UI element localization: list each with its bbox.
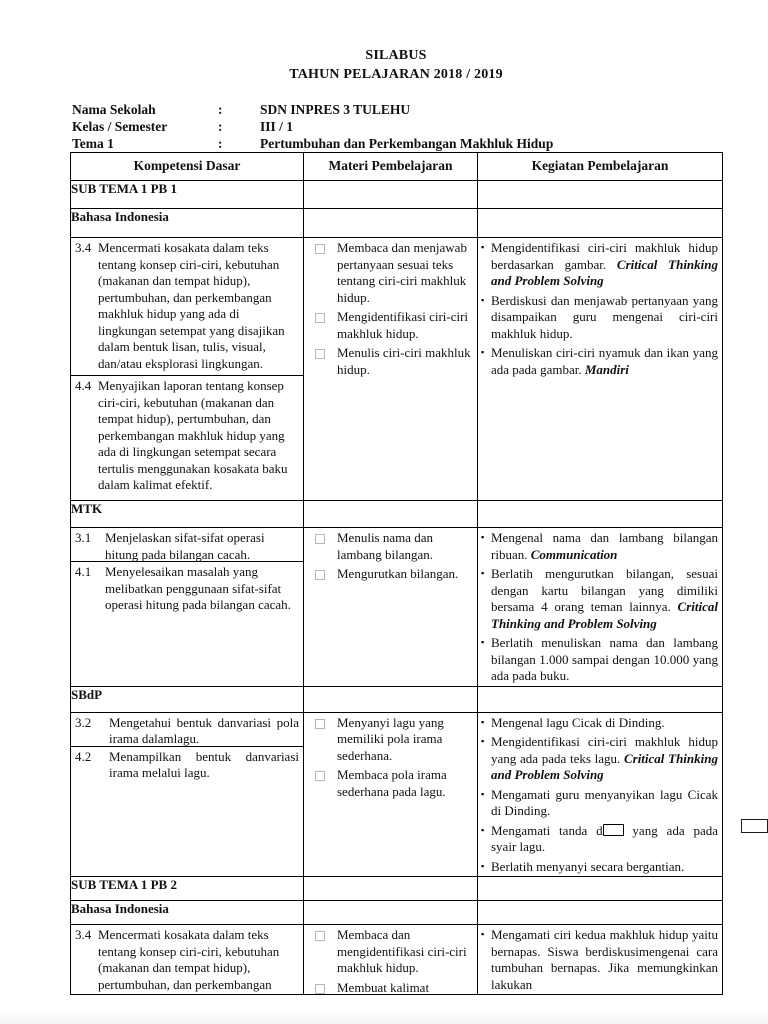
materi-text: Menyanyi lagu yang memiliki pola irama sederhana. bbox=[337, 714, 444, 763]
kd-number: 3.2 bbox=[75, 714, 92, 730]
section-label-cell bbox=[71, 877, 304, 901]
emphasis-text: Critical Thinking and Problem Solving bbox=[491, 256, 718, 288]
kompetensi-dasar-cell bbox=[71, 712, 304, 877]
kegiatan-pembelajaran-cell bbox=[478, 925, 723, 995]
kd-item bbox=[71, 562, 303, 617]
kegiatan-text: Berlatih mengurutkan bilangan, sesuai dengan kartu bilangan yang dimiliki bersama 4 orang teman lainnya. bbox=[491, 566, 718, 614]
kegiatan-list bbox=[478, 713, 722, 877]
filled-square-bullet-icon: ▪ bbox=[481, 532, 485, 542]
square-bullet-icon bbox=[315, 771, 325, 781]
materi-item bbox=[304, 978, 477, 995]
empty-cell bbox=[304, 901, 478, 925]
meta-value: Pertumbuhan dan Perkembangan Makhluk Hidup bbox=[260, 136, 554, 152]
kegiatan-pembelajaran-cell bbox=[478, 528, 723, 687]
kegiatan-text: Mengidentifikasi ciri-ciri makhluk hidup yang ada pada teks lagu. bbox=[491, 734, 718, 766]
section-label-text: SUB TEMA 1 PB 1 bbox=[71, 181, 177, 196]
kegiatan-text: Berlatih menuliskan nama dan lambang bilangan 1.000 sampai dengan 10.000 yang ada pada buku. bbox=[491, 635, 718, 683]
empty-cell bbox=[478, 877, 723, 901]
kegiatan-text: Mengenal lagu Cicak di Dinding. bbox=[491, 714, 665, 730]
kompetensi-dasar-cell bbox=[71, 528, 304, 687]
materi-text: Menulis nama dan lambang bilangan. bbox=[337, 530, 434, 562]
empty-cell bbox=[304, 181, 478, 209]
section-label-cell bbox=[71, 901, 304, 925]
materi-list bbox=[304, 528, 477, 584]
square-bullet-icon bbox=[315, 719, 325, 729]
kegiatan-text: Mengidentifikasi ciri-ciri makhluk hidup berdasarkan gambar. bbox=[491, 240, 718, 272]
meta-value: SDN INPRES 3 TULEHU bbox=[260, 102, 411, 117]
kd-number: 3.1 bbox=[75, 530, 92, 545]
kd-number: 3.4 bbox=[75, 927, 92, 942]
meta-label: Nama Sekolah bbox=[72, 102, 156, 117]
margin-rectangle-shape bbox=[741, 819, 768, 833]
section-label-cell bbox=[71, 209, 304, 238]
empty-cell bbox=[304, 877, 478, 901]
square-bullet-icon bbox=[315, 931, 325, 941]
materi-pembelajaran-cell bbox=[304, 712, 478, 877]
section-label-text: MTK bbox=[71, 501, 103, 516]
materi-pembelajaran-cell bbox=[304, 528, 478, 687]
document-meta bbox=[72, 101, 553, 153]
materi-text: Membuat kalimat bbox=[337, 979, 430, 994]
materi-item bbox=[304, 307, 477, 343]
title-line-1: SILABUS bbox=[365, 48, 427, 63]
square-bullet-icon bbox=[315, 534, 325, 544]
materi-item bbox=[304, 343, 477, 379]
empty-cell bbox=[478, 901, 723, 925]
kd-text: Mencermati kosakata dalam teks tentang konsep ciri-ciri, kebutuhan (makanan dan tempat hidup), pertumbuhan, dan perkembangan bbox=[98, 927, 280, 992]
materi-item bbox=[304, 238, 477, 307]
column-header-materi-pembelajaran: Materi Pembelajaran bbox=[304, 153, 478, 181]
column-header-kegiatan-pembelajaran: Kegiatan Pembelajaran bbox=[478, 153, 723, 181]
meta-value: III / 1 bbox=[260, 119, 294, 135]
filled-square-bullet-icon: ▪ bbox=[481, 736, 485, 746]
filled-square-bullet-icon: ▪ bbox=[481, 637, 485, 647]
kegiatan-item bbox=[478, 343, 722, 379]
section-label-text: Bahasa Indonesia bbox=[71, 901, 169, 916]
meta-label: Tema 1 bbox=[72, 136, 114, 152]
kd-number: 3.4 bbox=[75, 240, 92, 255]
materi-text: Membaca dan menjawab pertanyaan sesuai teks tentang ciri-ciri makhluk hidup. bbox=[337, 240, 467, 305]
kegiatan-item bbox=[478, 821, 722, 857]
section-label-row bbox=[71, 877, 723, 901]
section-content-row bbox=[71, 712, 723, 877]
section-content-row bbox=[71, 925, 723, 995]
kegiatan-item bbox=[478, 732, 722, 785]
meta-colon: : bbox=[218, 136, 223, 152]
materi-text: Membaca pola irama sederhana pada lagu. bbox=[337, 767, 447, 799]
kd-wrap bbox=[71, 238, 303, 497]
square-bullet-icon bbox=[315, 313, 325, 323]
filled-square-bullet-icon: ▪ bbox=[481, 716, 485, 727]
square-bullet-icon bbox=[315, 244, 325, 254]
section-label-text: SBdP bbox=[71, 686, 103, 702]
kompetensi-dasar-cell bbox=[71, 925, 304, 995]
kd-wrap bbox=[71, 528, 303, 617]
meta-row-tema bbox=[72, 135, 553, 152]
kompetensi-dasar-cell bbox=[71, 238, 304, 501]
kd-number: 4.1 bbox=[75, 564, 92, 579]
emphasis-text: Communication bbox=[530, 546, 618, 562]
materi-item bbox=[304, 713, 477, 766]
section-label-cell bbox=[71, 181, 304, 209]
materi-text: Menulis ciri-ciri makhluk hidup. bbox=[337, 345, 471, 377]
kd-item bbox=[71, 747, 303, 785]
kegiatan-item bbox=[478, 785, 722, 821]
materi-pembelajaran-cell bbox=[304, 925, 478, 995]
section-label-text: Bahasa Indonesia bbox=[71, 209, 169, 224]
empty-cell bbox=[478, 181, 723, 209]
empty-cell bbox=[304, 209, 478, 238]
meta-colon: : bbox=[218, 102, 223, 117]
kegiatan-text: Mengamati ciri kedua makhluk hidup yaitu bernapas. Siswa berdiskusimengenai cara tumbuhan bernapas. Jika memungkinkan lakukan bbox=[491, 927, 718, 992]
kd-number: 4.2 bbox=[75, 748, 92, 764]
kegiatan-item bbox=[478, 564, 722, 633]
kd-item bbox=[71, 925, 303, 994]
kd-text: Menyelesaikan masalah yang melibatkan penggunaan sifat-sifat operasi hitung pada bilangan cacah. bbox=[105, 564, 291, 612]
section-label-row bbox=[71, 686, 723, 712]
kd-wrap bbox=[71, 925, 303, 994]
materi-item bbox=[304, 765, 477, 801]
materi-list bbox=[304, 925, 477, 994]
meta-colon: : bbox=[218, 119, 223, 135]
rectangle-outline-symbol-icon bbox=[603, 824, 624, 836]
emphasis-text: Critical Thinking and Problem Solving bbox=[491, 750, 718, 782]
kegiatan-pembelajaran-cell bbox=[478, 712, 723, 877]
kegiatan-item bbox=[478, 238, 722, 291]
filled-square-bullet-icon: ▪ bbox=[481, 347, 485, 357]
empty-cell bbox=[478, 209, 723, 238]
kegiatan-text: Mengamati tanda d bbox=[491, 822, 603, 838]
empty-cell bbox=[304, 501, 478, 528]
section-content-row bbox=[71, 528, 723, 687]
kegiatan-text: Berdiskusi dan menjawab pertanyaan yang disampaikan guru mengenai ciri-ciri makhluk hidup. bbox=[491, 292, 718, 341]
section-content-row bbox=[71, 238, 723, 501]
square-bullet-icon bbox=[315, 984, 325, 994]
title-line-2: TAHUN PELAJARAN 2018 / 2019 bbox=[289, 67, 503, 82]
materi-list bbox=[304, 713, 477, 802]
kd-item bbox=[71, 713, 303, 747]
materi-item bbox=[304, 925, 477, 978]
filled-square-bullet-icon: ▪ bbox=[481, 788, 485, 799]
kd-text: Menyajikan laporan tentang konsep ciri-ciri, kebutuhan (makanan dan tempat hidup), pertumbuhan, dan perkembangan makhluk hidup yang ada di lingkungan setempat secara tertulis menggunakan kosakata baku dalam kalimat efektif. bbox=[98, 378, 288, 492]
kd-wrap bbox=[71, 713, 303, 785]
square-bullet-icon bbox=[315, 570, 325, 580]
kegiatan-item bbox=[478, 291, 722, 344]
section-label-row bbox=[71, 901, 723, 925]
kd-text: Mengetahui bentuk danvariasi pola irama dalamlagu. bbox=[109, 714, 299, 746]
filled-square-bullet-icon: ▪ bbox=[481, 242, 485, 252]
table-header-row bbox=[71, 153, 723, 181]
kegiatan-list bbox=[478, 528, 722, 686]
kegiatan-item bbox=[478, 857, 722, 877]
kegiatan-item bbox=[478, 925, 722, 994]
kegiatan-text: Mengamati guru menyanyikan lagu Cicak di Dinding. bbox=[491, 786, 718, 818]
kegiatan-text: Mengenal nama dan lambang bilangan ribuan. bbox=[491, 530, 718, 562]
empty-cell bbox=[478, 686, 723, 712]
kegiatan-pembelajaran-cell bbox=[478, 238, 723, 501]
materi-text: Mengidentifikasi ciri-ciri makhluk hidup. bbox=[337, 309, 469, 341]
section-label-row bbox=[71, 209, 723, 238]
meta-row-kelas-semester bbox=[72, 118, 553, 135]
emphasis-text: Critical Thinking and Problem Solving bbox=[491, 599, 718, 631]
kd-text: Mencermati kosakata dalam teks tentang konsep ciri-ciri, kebutuhan (makanan dan tempat hidup), pertumbuhan, dan perkembangan makhluk hidup yang ada di lingkungan setempat yang disajikan dalam bentuk lisan, tulis, visual, dan/atau eksplorasi lingkungan. bbox=[98, 240, 285, 371]
kegiatan-list bbox=[478, 925, 722, 994]
kegiatan-text: yang ada pada syair lagu. bbox=[491, 822, 718, 854]
kd-item bbox=[71, 528, 303, 562]
section-label-row bbox=[71, 181, 723, 209]
kegiatan-text: Berlatih menyanyi secara bergantian. bbox=[491, 858, 685, 874]
section-label-cell bbox=[71, 686, 304, 712]
kd-item bbox=[71, 238, 303, 376]
filled-square-bullet-icon: ▪ bbox=[481, 929, 485, 939]
materi-item bbox=[304, 564, 477, 584]
empty-cell bbox=[304, 686, 478, 712]
square-bullet-icon bbox=[315, 349, 325, 359]
kegiatan-list bbox=[478, 238, 722, 379]
filled-square-bullet-icon: ▪ bbox=[481, 824, 485, 835]
kd-number: 4.4 bbox=[75, 378, 92, 393]
kegiatan-item bbox=[478, 528, 722, 564]
column-header-kompetensi-dasar: Kompetensi Dasar bbox=[71, 153, 304, 181]
kd-text: Menjelaskan sifat-sifat operasi hitung pada bilangan cacah. bbox=[105, 530, 265, 562]
kegiatan-item bbox=[478, 633, 722, 686]
materi-list bbox=[304, 238, 477, 379]
kegiatan-text: Menuliskan ciri-ciri nyamuk dan ikan yang ada pada gambar. bbox=[491, 345, 718, 377]
kegiatan-item bbox=[478, 713, 722, 733]
filled-square-bullet-icon: ▪ bbox=[481, 568, 485, 578]
section-label-row bbox=[71, 501, 723, 528]
kd-item bbox=[71, 376, 303, 497]
section-label-text: SUB TEMA 1 PB 2 bbox=[71, 877, 177, 892]
filled-square-bullet-icon: ▪ bbox=[481, 860, 485, 871]
silabus-table bbox=[70, 152, 723, 995]
section-label-cell bbox=[71, 501, 304, 528]
materi-pembelajaran-cell bbox=[304, 238, 478, 501]
materi-text: Mengurutkan bilangan. bbox=[337, 566, 459, 581]
materi-text: Membaca dan mengidentifikasi ciri-ciri makhluk hidup. bbox=[337, 927, 467, 975]
kd-text: Menampilkan bentuk danvariasi irama melalui lagu. bbox=[109, 748, 299, 780]
materi-item bbox=[304, 528, 477, 564]
document-title bbox=[70, 46, 722, 84]
filled-square-bullet-icon: ▪ bbox=[481, 294, 485, 305]
meta-row-nama-sekolah bbox=[72, 101, 553, 118]
meta-label: Kelas / Semester bbox=[72, 119, 168, 135]
emphasis-text: Mandiri bbox=[584, 361, 629, 377]
empty-cell bbox=[478, 501, 723, 528]
